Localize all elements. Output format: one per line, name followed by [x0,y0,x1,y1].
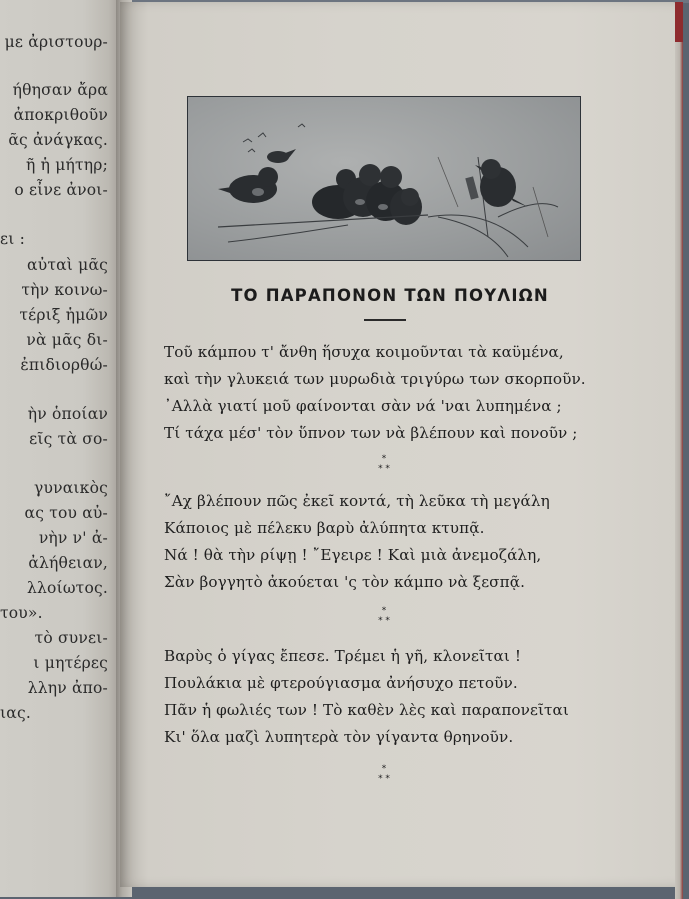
stanza-3 [164,643,569,751]
left-page-line: του». [0,604,43,622]
asterism-divider [364,606,404,626]
left-page-line: νὴν ν' ἀ- [38,529,108,547]
page-edge [675,2,683,899]
book-cover-corner [675,2,683,42]
left-page-line: λλην ἀπο- [27,679,108,697]
left-page-line: με ἀριστουρ- [4,33,108,51]
asterism-stars-bottom: * * [378,774,390,784]
asterism-divider [364,454,404,474]
asterism-stars-bottom: * * [378,616,390,626]
left-page-line: αὐταὶ μᾶς [27,256,108,274]
asterism-star-top: * [381,606,387,616]
sparrows-on-branch-icon [188,97,580,260]
left-page-line: ὴν ὁποίαν [27,405,108,423]
left-page-line: γυναικὸς [34,479,108,497]
poem-title: ΤΟ ΠΑΡΑΠΟΝΟΝ ΤΩΝ ΠΟΥΛΙΩΝ [231,286,549,305]
left-page-line: ήθησαν ἄρα [12,81,108,99]
left-page-line: τὸ συνει- [34,629,108,647]
verse-line: ῎Αχ βλέπουν πῶς ἐκεῖ κοντά, τὴ λεῦκα τὴ μεγάλη [164,492,550,510]
left-page-line: νὰ μᾶς δι- [26,331,108,349]
left-page-line: ι μητέρες [33,654,108,672]
left-page-line: τὴν κοινω- [21,281,108,299]
verse-line: Πουλάκια μὲ φτερούγιασμα ἀνήσυχο πετοῦν. [164,674,518,692]
asterism-star-top: * [381,454,387,464]
left-page-line: ιας. [0,704,31,722]
left-page-line: ο εἶνε ἀνοι- [14,181,108,199]
verse-line: Κι' ὅλα μαζὶ λυπητερὰ τὸν γίγαντα θρηνοῦν. [164,728,514,746]
verse-line: Νά ! θὰ τὴν ρίψῃ ! ῎Εγειρε ! Καὶ μιὰ ἀνεμοζάλη, [164,546,542,564]
left-page-line: ἐπιδιορθώ- [20,356,108,374]
left-page-line: ας του αὐ- [24,504,108,522]
left-page-line: ἀλήθειαν, [28,554,108,572]
left-page-line: ᾶς ἀνάγκας. [8,131,108,149]
birds-illustration [187,96,581,261]
asterism-divider [364,764,404,784]
left-page-line: τέριξ ἡμῶν [19,306,108,324]
verse-line: Βαρὺς ὁ γίγας ἔπεσε. Τρέμει ἡ γῆ, κλονεῖται ! [164,647,522,665]
asterism-star-top: * [381,764,387,774]
left-page-line: ῆ ἡ μήτηρ; [26,156,108,174]
stanza-2 [164,488,550,596]
verse-line: καὶ τὴν γλυκειά των μυρωδιὰ τριγύρω των σκορποῦν. [164,370,586,388]
verse-line: Τί τάχα μέσ' τὸν ὕπνον των νὰ βλέπουν καὶ πονοῦν ; [164,424,578,442]
title-divider [364,319,406,321]
verse-line: Τοῦ κάμπου τ' ἄνθη ἥσυχα κοιμοῦνται τὰ καϋμένα, [164,343,564,361]
asterism-stars-bottom: * * [378,464,390,474]
verse-line: Πᾶν ἡ φωλιές των ! Τὸ καθὲν λὲς καὶ παραπονεῖται [164,701,569,719]
verse-line: ᾿Αλλὰ γιατί μοῦ φαίνονται σὰν νά 'ναι λυπημένα ; [164,397,562,415]
left-page-line: ἀποκριθοῦν [13,106,108,124]
verse-line: Κάποιος μὲ πέλεκυ βαρὺ ἀλύπητα κτυπᾷ. [164,519,485,537]
left-page-line: λλοίωτος. [26,579,108,597]
left-page-line: ει : [0,230,26,248]
left-page-line: εῖς τὰ σο- [29,430,108,448]
stanza-1 [164,339,586,447]
left-page [0,0,118,897]
verse-line: Σὰν βογγητὸ ἀκούεται 'ς τὸν κάμπο νὰ ξεσπᾷ. [164,573,526,591]
